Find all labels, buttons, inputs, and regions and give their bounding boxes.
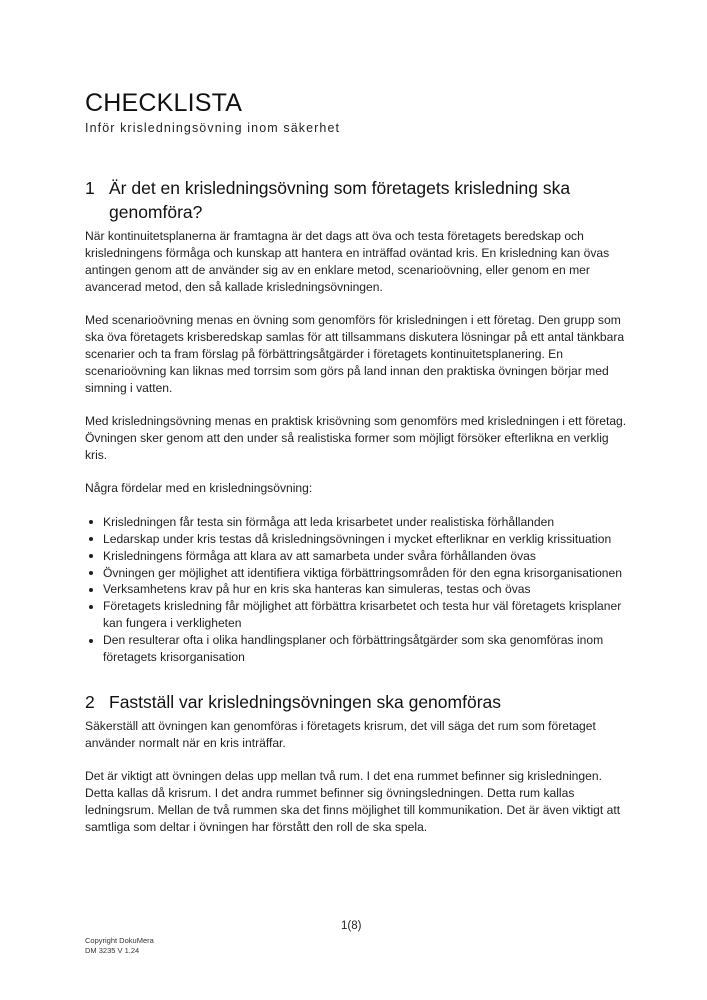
list-item [85, 514, 630, 531]
list-item-text: Verksamhetens krav på hur en kris ska hanteras kan simuleras, testas och övas [103, 582, 531, 597]
section-heading [85, 690, 630, 714]
document-content [85, 176, 630, 852]
list-item-text: Krisledningens förmåga att klara av att samarbeta under svåra förhållanden övas [103, 548, 536, 563]
document-title: CHECKLISTA [85, 89, 243, 117]
paragraph: När kontinuitetsplanerna är framtagna är det dags att öva och testa företagets beredskap och krisledningens förmåga och kunskap att hantera en inträffad oväntad kris. En krisledning kan övas antingen genom att de använder sig av en enklare metod, scenarioövning, eller genom en mer avancerad metod, den så kallade krisledningsövningen. [85, 229, 610, 294]
section-heading [85, 176, 630, 224]
paragraph: Säkerställ att övningen kan genomföras i företagets krisrum, det vill säga det rum som företaget använder normalt när en kris inträffar. [85, 718, 596, 750]
footer [85, 936, 154, 956]
section-number: 1 [85, 178, 95, 198]
bullet-icon [89, 520, 93, 524]
section-title: Är det en krisledningsövning som företagets krisledning ska genomföra? [109, 178, 571, 222]
list-item [85, 598, 630, 632]
bullet-icon [89, 571, 93, 575]
list-item-text: Krisledningen får testa sin förmåga att leda krisarbetet under realistiska förhållanden [103, 514, 555, 529]
paragraph: Med scenarioövning menas en övning som genomförs för krisledningen i ett företag. Den grupp som ska öva företagets krisberedskap samlas för att tillsammans diskutera lösningar på ett antal tänkbara scenarier och ta fram förslag på förbättringsåtgärder i företagets kontinuitetsplanering. En scenarioövning kan liknas med torrsim som görs på land innan den praktiska övningen börjar med simning i vatten. [85, 313, 625, 395]
section-2 [85, 690, 630, 836]
page-number: 1(8) [341, 920, 362, 932]
list-item [85, 632, 630, 666]
list-item-text: Ledarskap under kris testas då krisledningsövningen i mycket efterliknar en verklig krissituation [103, 531, 612, 546]
bullet-icon [89, 605, 93, 609]
copyright-text: Copyright DokuMera [85, 936, 154, 945]
list-item [85, 565, 630, 582]
bullet-icon [89, 588, 93, 592]
list-item-text: Företagets krisledning får möjlighet att förbättra krisarbetet och testa hur väl företagets krisplaner kan fungera i verkligheten [103, 599, 622, 631]
section-title: Fastställ var krisledningsövningen ska genomföras [109, 691, 501, 712]
list-item-text: Den resulterar ofta i olika handlingsplaner och förbättringsåtgärder som ska genomföras inom företagets krisorganisation [103, 633, 604, 665]
list-intro: Några fördelar med en krisledningsövning: [85, 481, 313, 496]
list-item [85, 531, 630, 548]
benefits-list [85, 514, 630, 666]
document-id: DM 3235 V 1.24 [85, 946, 140, 955]
bullet-icon [89, 537, 93, 541]
list-item [85, 581, 630, 598]
document-subtitle: Inför krisledningsövning inom säkerhet [85, 121, 341, 135]
paragraph: Med krisledningsövning menas en praktisk krisövning som genomförs med krisledningen i ett företag. Övningen sker genom att den under så realistiska former som möjligt försöker efterlikna en verklig kris. [85, 414, 627, 462]
section-1 [85, 176, 630, 666]
bullet-icon [89, 639, 93, 643]
section-number: 2 [85, 691, 95, 712]
paragraph: Det är viktigt att övningen delas upp mellan två rum. I det ena rummet befinner sig krisledningen. Detta kallas då krisrum. I det andra rummet befinner sig övningsledningen. Detta rum kallas ledningsrum. Mellan de två rummen ska det finns möjlighet till kommunikation. Det är även viktigt att samtliga som deltar i övningen har förstått den roll de ska spela. [85, 769, 621, 834]
bullet-icon [89, 554, 93, 558]
list-item [85, 548, 630, 565]
list-item-text: Övningen ger möjlighet att identifiera viktiga förbättringsområden för den egna krisorganisationen [103, 565, 622, 580]
